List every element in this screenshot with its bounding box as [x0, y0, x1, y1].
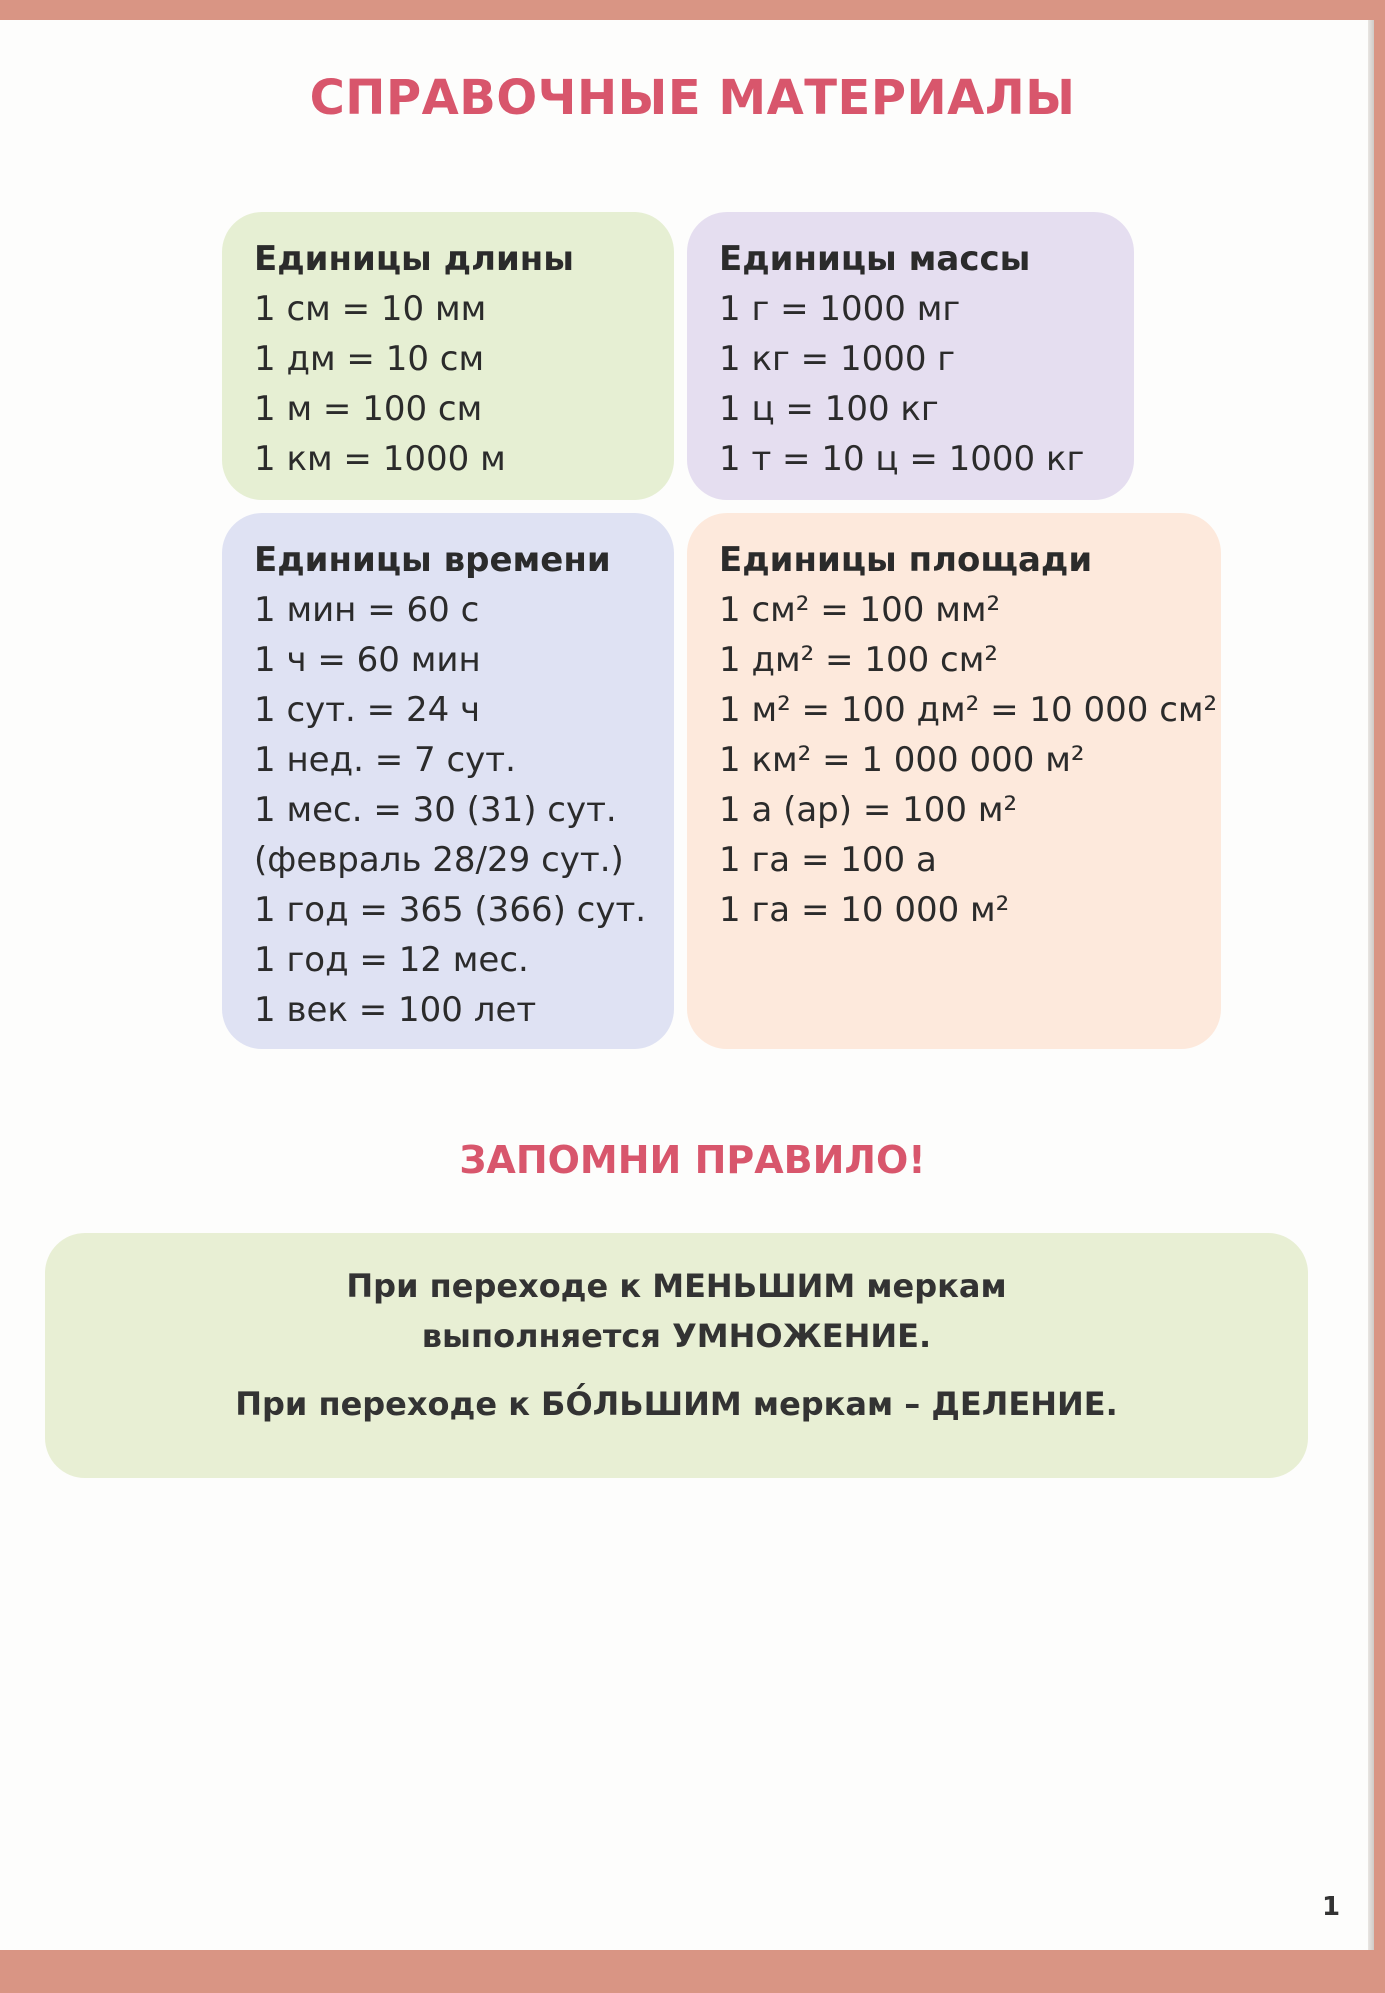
list-item: 1 км² = 1 000 000 м²	[719, 740, 1085, 780]
rule-line-1: При переходе к МЕНЬШИМ меркам	[346, 1267, 1007, 1305]
list-item: (февраль 28/29 сут.)	[254, 840, 624, 880]
time-units-box	[222, 513, 674, 1049]
list-item: 1 г = 1000 мг	[719, 289, 961, 329]
page-title: СПРАВОЧНЫЕ МАТЕРИАЛЫ	[309, 70, 1076, 126]
length-units-box	[222, 212, 674, 500]
rule-box	[45, 1233, 1308, 1478]
list-item: 1 ц = 100 кг	[719, 389, 939, 429]
rule-line-3: При переходе к БО́ЛЬШИМ меркам – ДЕЛЕНИЕ.	[235, 1385, 1118, 1423]
list-item: 1 кг = 1000 г	[719, 339, 956, 379]
list-item: 1 мин = 60 с	[254, 590, 480, 630]
time-units-list	[254, 585, 674, 1035]
list-item: 1 т = 10 ц = 1000 кг	[719, 439, 1085, 479]
rule-line-2: выполняется УМНОЖЕНИЕ.	[421, 1317, 932, 1355]
list-item: 1 мес. = 30 (31) сут.	[254, 790, 617, 830]
list-item: 1 га = 100 а	[719, 840, 937, 880]
rule-title: ЗАПОМНИ ПРАВИЛО!	[459, 1138, 926, 1182]
page-edge	[1368, 20, 1374, 1950]
page-number: 1	[1322, 1892, 1341, 1922]
length-units-title: Единицы длины	[254, 239, 575, 279]
list-item: 1 м = 100 см	[254, 389, 483, 429]
list-item: 1 а (ар) = 100 м²	[719, 790, 1018, 830]
list-item: 1 м² = 100 дм² = 10 000 см²	[719, 690, 1218, 730]
list-item: 1 нед. = 7 сут.	[254, 740, 516, 780]
length-units-list	[254, 284, 674, 484]
list-item: 1 см = 10 мм	[254, 289, 487, 329]
mass-units-list	[719, 284, 1134, 484]
area-units-box	[687, 513, 1221, 1049]
mass-units-title: Единицы массы	[719, 239, 1031, 279]
area-units-list	[719, 585, 1221, 935]
list-item: 1 сут. = 24 ч	[254, 690, 481, 730]
list-item: 1 год = 12 мес.	[254, 940, 529, 980]
list-item: 1 см² = 100 мм²	[719, 590, 1001, 630]
list-item: 1 ч = 60 мин	[254, 640, 481, 680]
time-units-title: Единицы времени	[254, 540, 611, 580]
list-item: 1 век = 100 лет	[254, 990, 537, 1030]
mass-units-box	[687, 212, 1134, 500]
list-item: 1 дм² = 100 см²	[719, 640, 999, 680]
list-item: 1 га = 10 000 м²	[719, 890, 1010, 930]
list-item: 1 дм = 10 см	[254, 339, 485, 379]
list-item: 1 км = 1000 м	[254, 439, 506, 479]
list-item: 1 год = 365 (366) сут.	[254, 890, 647, 930]
area-units-title: Единицы площади	[719, 540, 1093, 580]
